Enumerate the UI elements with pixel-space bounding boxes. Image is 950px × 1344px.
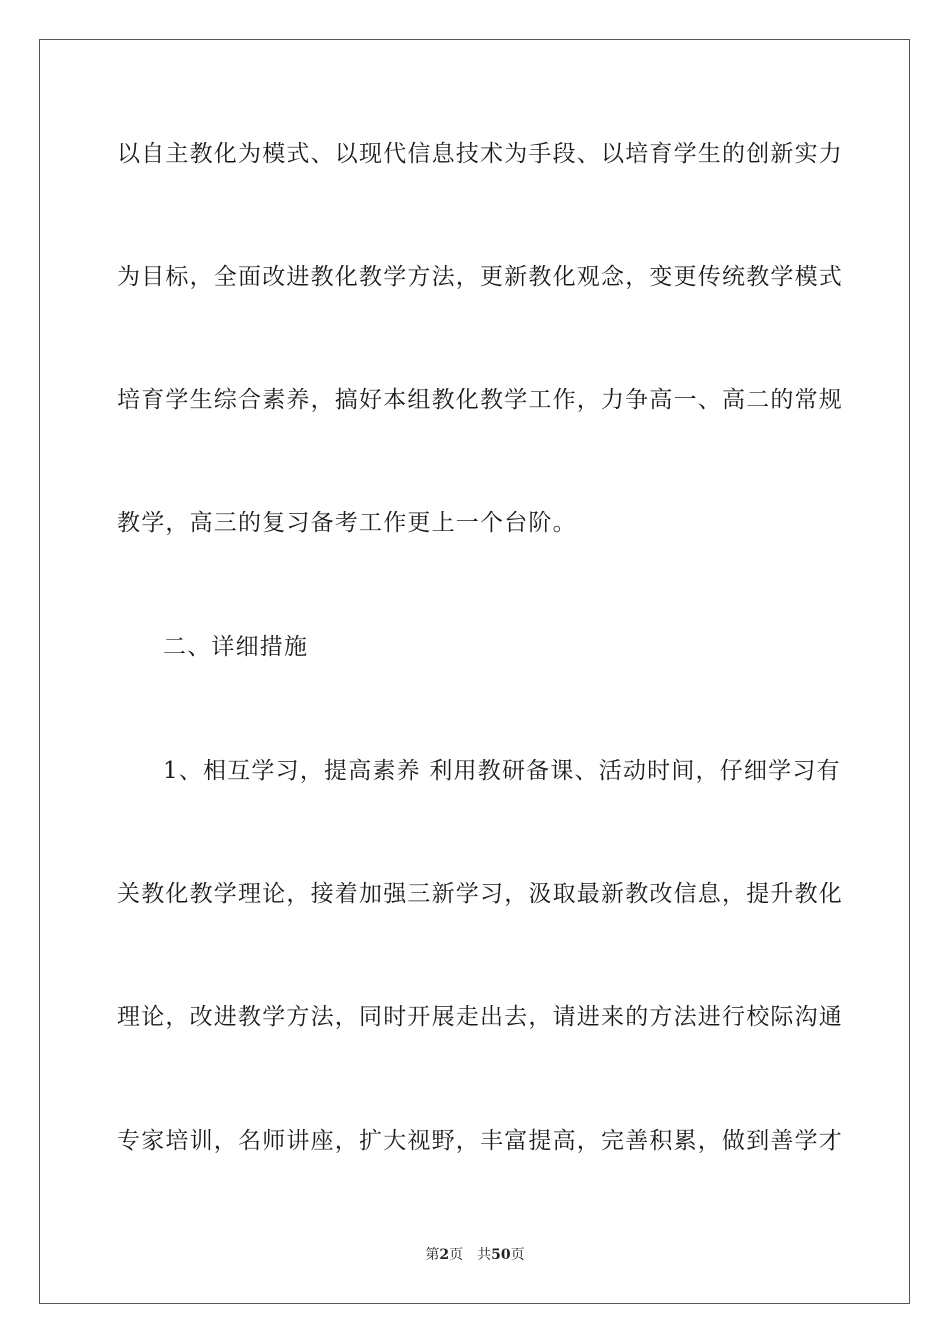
total-label-suffix: 页 (510, 1247, 525, 1263)
total-label-prefix: 共 (477, 1247, 492, 1263)
page-number: 2 (439, 1247, 450, 1263)
page-border (39, 39, 910, 1304)
page-label-prefix: 第 (425, 1247, 440, 1263)
page-footer (0, 1246, 950, 1264)
section-heading: 二、详细措施 (163, 634, 309, 660)
body-text-line: 1、相互学习，提高素养 利用教研备课、活动时间，仔细学习有 (163, 758, 841, 784)
body-text-line: 关教化教学理论，接着加强三新学习，汲取最新教改信息，提升教化 (117, 881, 843, 907)
body-text-line: 以自主教化为模式、以现代信息技术为手段、以培育学生的创新实力 (117, 141, 843, 167)
total-pages: 50 (491, 1247, 511, 1263)
body-text-line: 培育学生综合素养，搞好本组教化教学工作，力争高一、高二的常规 (117, 387, 843, 413)
body-text-line: 专家培训，名师讲座，扩大视野，丰富提高，完善积累，做到善学才 (117, 1128, 843, 1154)
body-text-line: 理论，改进教学方法，同时开展走出去，请进来的方法进行校际沟通 (117, 1004, 843, 1030)
page-label-suffix: 页 (449, 1247, 464, 1263)
body-text-line: 为目标，全面改进教化教学方法，更新教化观念，变更传统教学模式 (117, 264, 843, 290)
body-text-line: 教学，高三的复习备考工作更上一个台阶。 (117, 510, 577, 536)
